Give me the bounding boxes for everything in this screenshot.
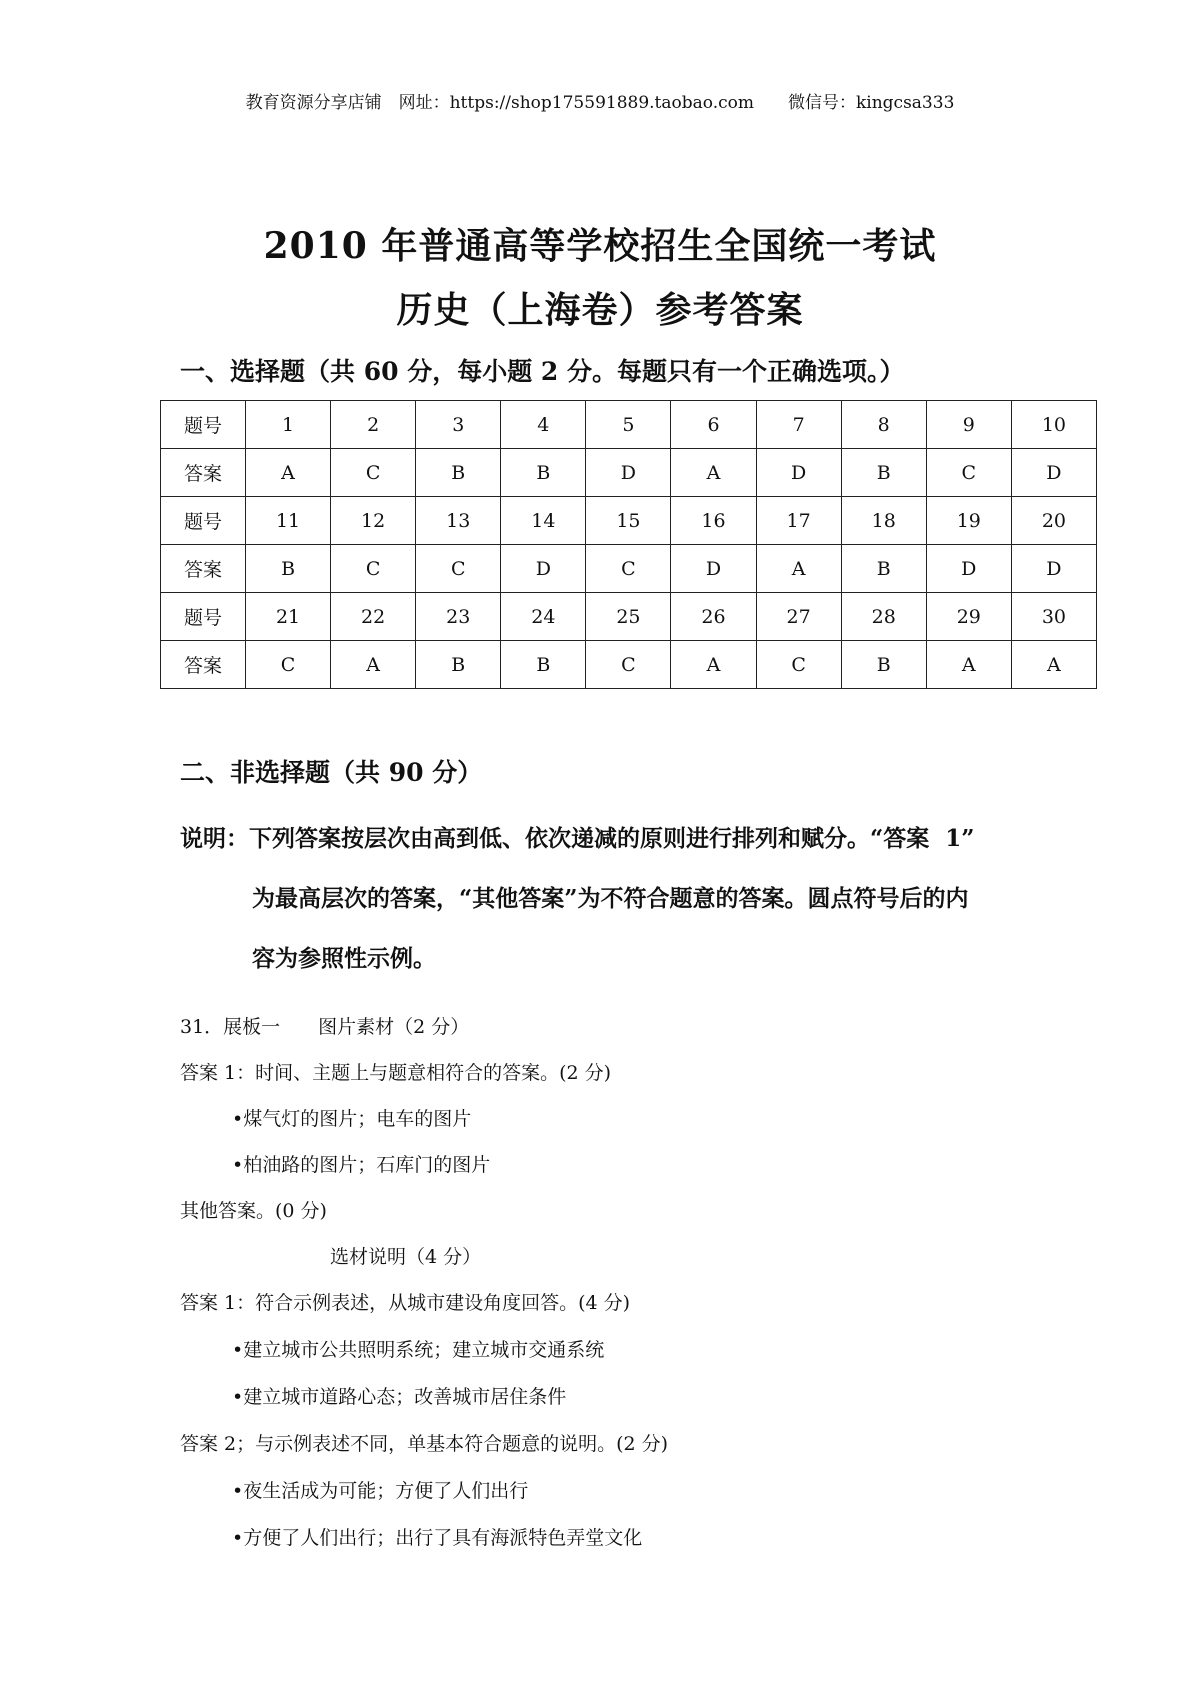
question-number-row (161, 497, 1097, 545)
question-number-cell: 26 (671, 593, 756, 641)
question-number-cell: 6 (671, 401, 756, 449)
row-label: 题号 (161, 401, 246, 449)
answer-table (160, 400, 1097, 689)
answer-cell: D (756, 449, 841, 497)
answer-cell: C (586, 641, 671, 689)
answer-cell: D (1011, 545, 1096, 593)
answer-cell: C (926, 449, 1011, 497)
question-number-cell: 27 (756, 593, 841, 641)
question-number-cell: 18 (841, 497, 926, 545)
answer-row (161, 545, 1097, 593)
question-number-cell: 7 (756, 401, 841, 449)
answer-cell: D (586, 449, 671, 497)
question-number-row (161, 401, 1097, 449)
answer-cell: B (416, 449, 501, 497)
bullet-example: •方便了人们出行；出行了具有海派特色弄堂文化 (232, 1527, 643, 1549)
question-number-cell: 22 (331, 593, 416, 641)
row-label: 题号 (161, 593, 246, 641)
answer-row (161, 641, 1097, 689)
answer-cell: C (331, 449, 416, 497)
question-number-cell: 8 (841, 401, 926, 449)
question-number-cell: 15 (586, 497, 671, 545)
question-number-cell: 25 (586, 593, 671, 641)
question-number-cell: 13 (416, 497, 501, 545)
question-number-cell: 28 (841, 593, 926, 641)
answer-line: 答案 1：符合示例表述，从城市建设角度回答。(4 分) (180, 1292, 631, 1314)
bullet-example: •柏油路的图片；石库门的图片 (232, 1154, 491, 1176)
question-31-title: 31．展板一 图片素材（2 分） (180, 1016, 470, 1038)
answer-cell: C (246, 641, 331, 689)
note-line: 容为参照性示例。 (252, 945, 436, 972)
answer-cell: D (1011, 449, 1096, 497)
answer-cell: A (671, 641, 756, 689)
question-number-cell: 16 (671, 497, 756, 545)
answer-cell: A (246, 449, 331, 497)
answer-cell: A (671, 449, 756, 497)
question-number-cell: 23 (416, 593, 501, 641)
answer-cell: A (1011, 641, 1096, 689)
question-number-cell: 10 (1011, 401, 1096, 449)
section-heading-choice: 一、选择题（共 60 分，每小题 2 分。每题只有一个正确选项。） (180, 357, 905, 386)
note-line: 说明：下列答案按层次由高到低、依次递减的原则进行排列和赋分。“答案 1” (180, 825, 975, 852)
row-label: 答案 (161, 641, 246, 689)
answer-cell: D (926, 545, 1011, 593)
exam-subtitle: 历史（上海卷）参考答案 (396, 289, 804, 331)
answer-cell: C (756, 641, 841, 689)
question-number-cell: 11 (246, 497, 331, 545)
answer-row (161, 449, 1097, 497)
answer-cell: B (841, 449, 926, 497)
bullet-example: •夜生活成为可能；方便了人们出行 (232, 1480, 529, 1502)
question-number-cell: 17 (756, 497, 841, 545)
bullet-example: •煤气灯的图片；电车的图片 (232, 1108, 472, 1130)
question-number-row (161, 593, 1097, 641)
row-label: 答案 (161, 545, 246, 593)
question-number-cell: 21 (246, 593, 331, 641)
answer-cell: A (926, 641, 1011, 689)
question-number-cell: 1 (246, 401, 331, 449)
answer-line: 其他答案。(0 分) (180, 1200, 327, 1222)
question-number-cell: 2 (331, 401, 416, 449)
answer-cell: D (671, 545, 756, 593)
question-number-cell: 19 (926, 497, 1011, 545)
question-number-cell: 12 (331, 497, 416, 545)
note-line: 为最高层次的答案，“其他答案”为不符合题意的答案。圆点符号后的内 (252, 885, 969, 912)
question-number-cell: 24 (501, 593, 586, 641)
question-number-cell: 5 (586, 401, 671, 449)
row-label: 答案 (161, 449, 246, 497)
answer-cell: B (416, 641, 501, 689)
answer-cell: C (416, 545, 501, 593)
answer-cell: B (841, 641, 926, 689)
bullet-example: •建立城市公共照明系统；建立城市交通系统 (232, 1339, 605, 1361)
question-number-cell: 9 (926, 401, 1011, 449)
answer-cell: B (246, 545, 331, 593)
question-number-cell: 3 (416, 401, 501, 449)
exam-title: 2010 年普通高等学校招生全国统一考试 (263, 225, 937, 267)
answer-cell: B (501, 449, 586, 497)
answer-cell: B (841, 545, 926, 593)
question-number-cell: 20 (1011, 497, 1096, 545)
answer-cell: C (331, 545, 416, 593)
sub-question-title: 选材说明（4 分） (330, 1246, 482, 1268)
answer-cell: C (586, 545, 671, 593)
answer-line: 答案 2；与示例表述不同，单基本符合题意的说明。(2 分) (180, 1433, 669, 1455)
bullet-example: •建立城市道路心态；改善城市居住条件 (232, 1386, 567, 1408)
answer-cell: D (501, 545, 586, 593)
answer-line: 答案 1：时间、主题上与题意相符合的答案。(2 分) (180, 1062, 612, 1084)
section-heading-non-choice: 二、非选择题（共 90 分） (180, 758, 483, 787)
question-number-cell: 4 (501, 401, 586, 449)
question-number-cell: 30 (1011, 593, 1096, 641)
row-label: 题号 (161, 497, 246, 545)
answer-cell: A (331, 641, 416, 689)
answer-cell: A (756, 545, 841, 593)
question-number-cell: 29 (926, 593, 1011, 641)
question-number-cell: 14 (501, 497, 586, 545)
page-header: 教育资源分享店铺 网址：https://shop175591889.taobao.com 微信号：kingcsa333 (245, 93, 955, 113)
answer-cell: B (501, 641, 586, 689)
